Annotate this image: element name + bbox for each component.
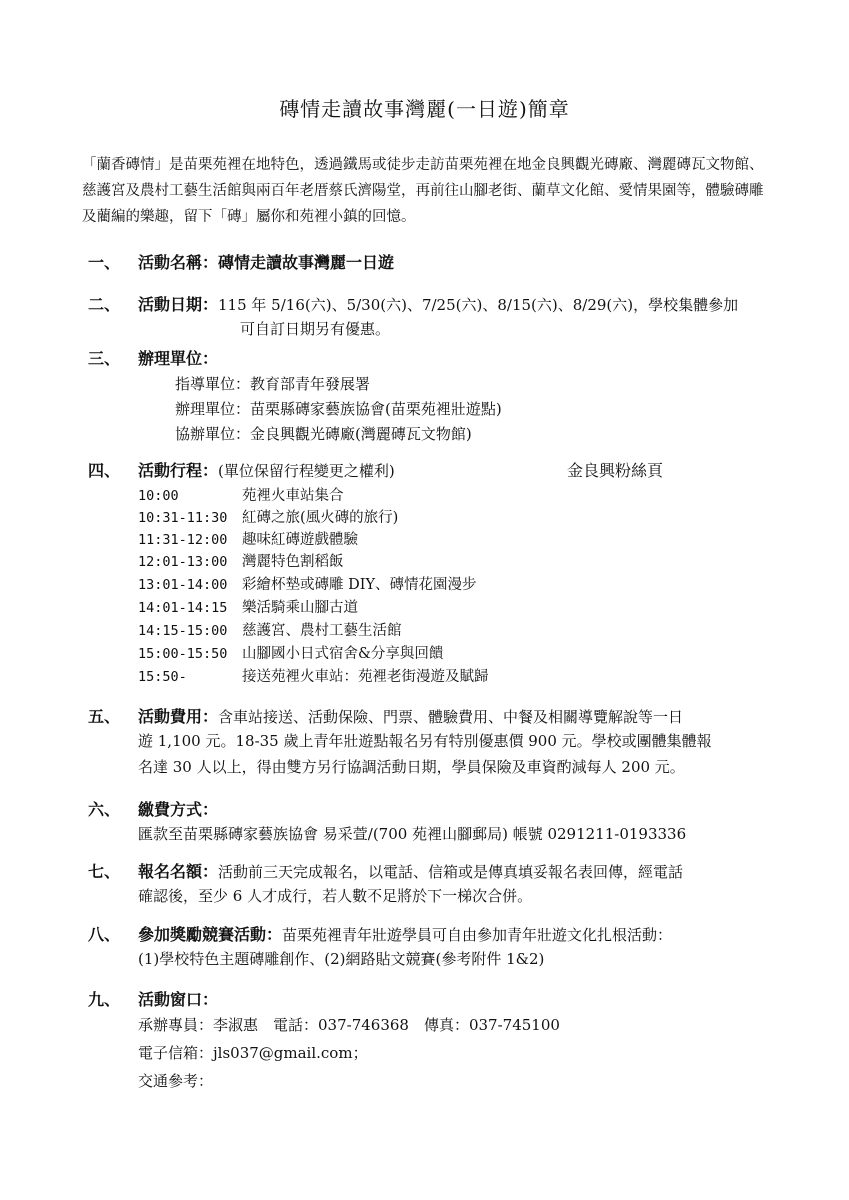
section-label: 參加獎勵競賽活動： <box>138 925 283 944</box>
section-number: 一、 <box>88 253 121 272</box>
schedule-desc: 彩繪杯墊或磚雕 DIY、磚情花園漫步 <box>242 577 477 593</box>
itinerary-note: (單位保留行程變更之權利) <box>218 462 395 480</box>
schedule-item <box>138 642 443 663</box>
registration-text-continued: 確認後，至少 6 人才成行，若人數不足將於下一梯次合併。 <box>138 887 533 905</box>
schedule-item <box>138 596 358 617</box>
activity-name-value: 磚情走讀故事灣麗一日遊 <box>218 253 395 272</box>
section-label: 活動窗口： <box>138 990 219 1009</box>
fees-text: 含車站接送、活動保險、門票、體驗費用、中餐及相關導覽解說等一日 <box>218 708 684 726</box>
section-number: 八、 <box>88 925 121 944</box>
section-number: 四、 <box>88 461 121 480</box>
section-fees <box>88 704 683 727</box>
intro-paragraph: 「蘭香磚情」是苗栗苑裡在地特色，透過鐵馬或徒步走訪苗栗苑裡在地金良興觀光磚廠、灣麗磚瓦文物館、慈護宮及農村工藝生活館與兩百年老厝蔡氏濟陽堂，再前往山腳老街、蘭草文化館、愛情果園等，體驗磚雕及藺編的樂趣，留下「磚」屬你和苑裡小鎮的回憶。 <box>82 157 764 225</box>
schedule-time: 11:31-12:00 <box>138 532 228 548</box>
section-contact <box>88 987 218 1010</box>
section-activity-name <box>88 250 394 273</box>
competition-text: 苗栗苑裡青年壯遊學員可自由參加青年壯遊文化扎根活動： <box>282 926 673 944</box>
schedule-time: 12:01-13:00 <box>138 554 228 570</box>
fan-page-label: 金良興粉絲頁 <box>567 461 664 480</box>
contact-email: 電子信箱：jls037@gmail.com； <box>138 1044 368 1062</box>
schedule-desc: 紅磚之旅(風火磚的旅行) <box>242 510 399 526</box>
section-label: 繳費方式： <box>138 800 219 819</box>
organizer-guidance: 指導單位：教育部青年發展署 <box>175 375 371 393</box>
schedule-time: 14:01-14:15 <box>138 600 228 616</box>
document-title: 磚情走讀故事灣麗(一日遊)簡章 <box>279 97 570 121</box>
schedule-desc: 趣味紅磚遊戲體驗 <box>242 532 358 548</box>
section-activity-date <box>88 292 738 315</box>
fees-text-continued: 名達 30 人以上，得由雙方另行協調活動日期，學員保險及車資酌減每人 200 元。 <box>138 758 685 776</box>
organizer-co-host: 協辦單位：金良興觀光磚廠(灣麗磚瓦文物館) <box>175 425 472 443</box>
schedule-desc: 接送苑裡火車站：苑裡老街漫遊及賦歸 <box>242 669 489 685</box>
schedule-time: 13:01-14:00 <box>138 577 228 593</box>
contact-person: 承辦專員：李淑惠 電話：037-746368 傳真：037-745100 <box>138 1016 560 1034</box>
activity-date-continued: 可自訂日期另有優惠。 <box>240 320 391 338</box>
schedule-time: 10:31-11:30 <box>138 510 228 526</box>
competition-items: (1)學校特色主題磚雕創作、(2)網路貼文競賽(參考附件 1&2) <box>138 950 545 968</box>
section-label: 活動費用： <box>138 707 219 726</box>
section-label: 報名名額： <box>138 862 219 881</box>
schedule-item <box>138 573 477 594</box>
section-number: 五、 <box>88 707 121 726</box>
schedule-time: 15:00-15:50 <box>138 646 228 662</box>
section-number: 七、 <box>88 862 121 881</box>
schedule-desc: 灣麗特色割稻飯 <box>242 554 344 570</box>
schedule-item <box>138 550 344 571</box>
activity-date-value: 115 年 5/16(六)、5/30(六)、7/25(六)、8/15(六)、8/29(六)，學校集體參加 <box>218 296 739 314</box>
section-itinerary <box>88 458 395 481</box>
section-label: 活動日期： <box>138 295 219 314</box>
section-label: 辦理單位： <box>138 349 219 368</box>
section-label: 活動名稱： <box>138 253 219 272</box>
schedule-desc: 山腳國小日式宿舍&分享與回饋 <box>242 646 444 662</box>
schedule-item <box>138 506 398 527</box>
schedule-item <box>138 528 358 549</box>
section-payment <box>88 797 218 820</box>
payment-account: 匯款至苗栗縣磚家藝族協會 易采萱/(700 苑裡山腳郵局) 帳號 0291211-0193336 <box>138 825 687 843</box>
schedule-desc: 樂活騎乘山腳古道 <box>242 600 358 616</box>
schedule-item <box>138 484 344 505</box>
schedule-time: 15:50- <box>138 669 187 685</box>
section-competition <box>88 922 672 945</box>
section-number: 六、 <box>88 800 121 819</box>
schedule-item <box>138 665 489 686</box>
fees-text-continued: 遊 1,100 元。18-35 歲上青年壯遊點報名另有特別優惠價 900 元。學校或團體集體報 <box>138 732 712 750</box>
schedule-desc: 慈護宮、農村工藝生活館 <box>242 623 402 639</box>
section-number: 三、 <box>88 349 121 368</box>
section-number: 二、 <box>88 295 121 314</box>
schedule-time: 14:15-15:00 <box>138 623 228 639</box>
schedule-item <box>138 619 402 640</box>
registration-text: 活動前三天完成報名，以電話、信箱或是傳真填妥報名表回傳，經電話 <box>218 863 684 881</box>
schedule-desc: 苑裡火車站集合 <box>242 488 344 504</box>
schedule-time: 10:00 <box>138 488 179 504</box>
section-label: 活動行程： <box>138 461 219 480</box>
transport-reference: 交通參考： <box>138 1072 214 1090</box>
organizer-host: 辦理單位：苗栗縣磚家藝族協會(苗栗苑裡壯遊點) <box>175 400 502 418</box>
section-registration <box>88 859 683 882</box>
section-organizers <box>88 346 218 369</box>
section-number: 九、 <box>88 990 121 1009</box>
